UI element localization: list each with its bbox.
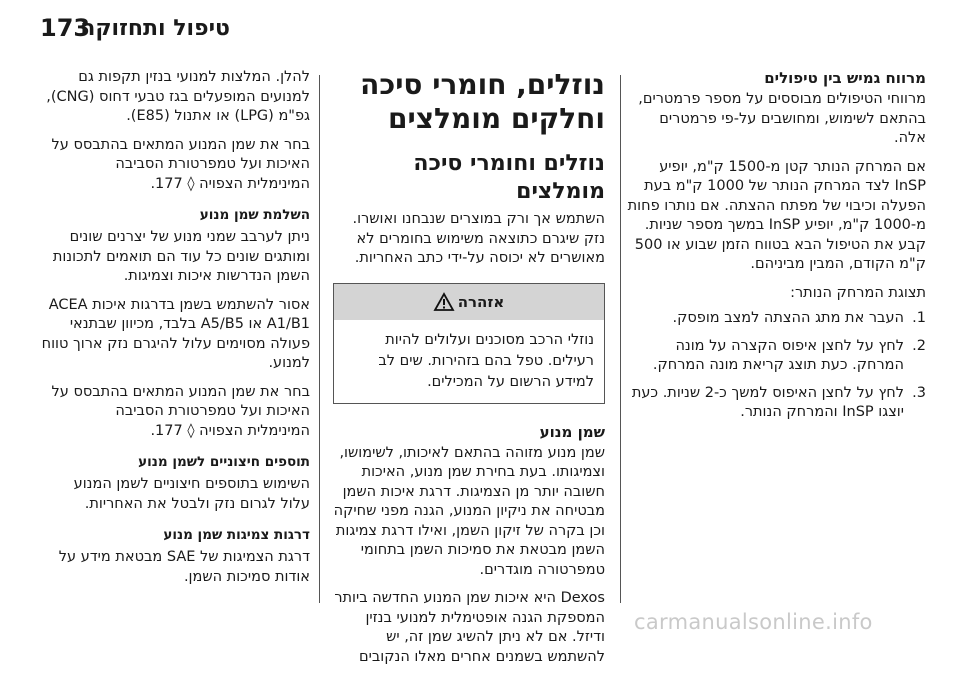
flexible-service-heading: מרווח גמיש בין טיפולים — [764, 69, 926, 87]
step-number: 1. — [912, 310, 926, 326]
acea-warning-text: אסור להשתמש בשמן בדרגות איכות ACEA A1/B1 או A5/B5 בלבד, מכיוון שבתנאי פעולה מסוימים עלול להיגרם נזק ארוך טווח למנוע. — [41, 296, 310, 371]
page-title: טיפול ותחזוקה — [80, 16, 230, 41]
display-label: תצוגת המרחק הנותר: — [790, 284, 926, 301]
oil-selection-text: בחר את שמן המנוע המתאים בהתבסס על האיכות ועל טמפרטורת הסביבה — [51, 383, 310, 419]
step-text: לחץ על לחצן איפוס הקצרה על מונה המרחק. כעת תוצג קריאת מונה המרחק. — [652, 337, 904, 373]
mixing-oils-text: ניתן לערבב שמני מנוע של יצרנים שונים ומותגים שונים כל עוד הם תואמים לתכונות השמן הנדרשות איכות וצמיגות. — [52, 229, 310, 284]
warning-box — [333, 283, 605, 404]
list-item — [626, 337, 926, 376]
fuel-recommendation-text: להלן. המלצות למנועי בנזין תקפות גם למנועים המופעלים בגז טבעי דחוס (CNG), גפ"מ (LPG) או אתנול (E85). — [46, 69, 310, 124]
engine-oil-text: שמן מנוע מזוהה בהתאם לאיכותו, לשימושו, וצמיגותו. בעת בחירת שמן מנוע, האיכות חשובה יותר מן הצמיגות. דרגת איכות השמן מבטיחה את ניקיון המנוע, הגנה מפני שחיקה וכן בקרה של זיקון השמן, ואילו דרגת צמיגות השמן מבטאת את סמיכות השמן בתחומי טמפרטורה מוגדרים. — [333, 444, 605, 578]
remaining-distance-paragraph: אם המרחק הנותר קטן מ-1500 ק"מ, יופיע InSP לצד המרחק הנותר של 1000 ק"מ בעת הפעלה וכיבוי של מפתח ההצתה. אם נותרו פחות מ-1000 ק"מ, יופיע InSP במשך מספר שניות. קבע את הטיפול הבא בטווח הזמן שבוע או 500 ק"מ הקודם, המבין מביניהם. — [627, 158, 926, 272]
column-divider — [319, 75, 320, 603]
steps-list — [626, 309, 926, 423]
main-heading: נוזלים, חומרי סיכה וחלקים מומלצים — [360, 68, 605, 135]
list-item — [626, 384, 926, 423]
step-text: העבר את מתג ההצתה למצב מופסק. — [672, 310, 904, 326]
step-number: 2. — [912, 337, 926, 354]
viscosity-text: דרגת הצמיגות של SAE מבטאת מידע על אודות סמיכות השמן. — [58, 549, 310, 585]
warning-text: נוזלי הרכב מסוכנים ועלולים להיות רעילים. טפל בהם בזהירות. שים לב למידע הרשום על המכילים. — [378, 331, 594, 390]
topping-up-heading: השלמת שמן מנוע — [199, 207, 310, 223]
page-reference: המינימלית הצפויה ◊ 177. — [150, 175, 310, 192]
warning-title: אזהרה — [457, 292, 505, 311]
page-number: 173 — [40, 14, 91, 42]
list-item — [626, 309, 926, 329]
page-reference: המינימלית הצפויה ◊ 177. — [150, 422, 310, 439]
fluids-intro: השתמש אך ורק במוצרים שנבחנו ואושרו. נזק שיגרם כתוצאה משימוש בחומרים לא מאושרים לא יכוסה על-ידי כתב האחריות. — [352, 211, 605, 266]
section-heading: נוזלים וחומרי סיכה מומלצים — [413, 151, 605, 204]
flexible-service-intro: מרווחי הטיפולים מבוססים על מספר פרמטרים, בהתאם לשימוש, ומחושבים על-פי פרמטרים אלה. — [638, 91, 926, 146]
column-divider — [620, 75, 621, 603]
dexos-text: Dexos היא איכות שמן המנוע החדשה ביותר המספקת הגנה אופטימלית למנועי בנזין ודיזל. אם לא ניתן להשיג שמן זה, יש להשתמש בשמנים אחרים מאלו הנקובים — [334, 590, 605, 665]
engine-oil-heading: שמן מנוע — [539, 422, 605, 441]
viscosity-heading: דרגות צמיגות שמן מנוע — [163, 527, 310, 543]
warning-triangle-icon — [434, 293, 454, 311]
column-middle — [333, 68, 605, 676]
column-left — [40, 68, 310, 596]
additives-heading: תוספים חיצוניים לשמן מנוע — [138, 454, 310, 470]
warning-header — [334, 284, 604, 320]
watermark: carmanualsonline.info — [634, 610, 873, 634]
oil-selection-text: בחר את שמן המנוע המתאים בהתבסס על האיכות ועל טמפרטורת הסביבה — [51, 136, 310, 172]
step-number: 3. — [912, 384, 926, 401]
page-header — [0, 0, 960, 62]
column-right — [626, 68, 926, 431]
step-text: לחץ על לחצן האיפוס למשך כ-2 שניות. כעת יוצגו InSP והמרחק הנותר. — [631, 384, 904, 420]
additives-text: השימוש בתוספים חיצוניים לשמן המנוע עלול לגרום נזק ולבטל את האחריות. — [73, 476, 310, 512]
